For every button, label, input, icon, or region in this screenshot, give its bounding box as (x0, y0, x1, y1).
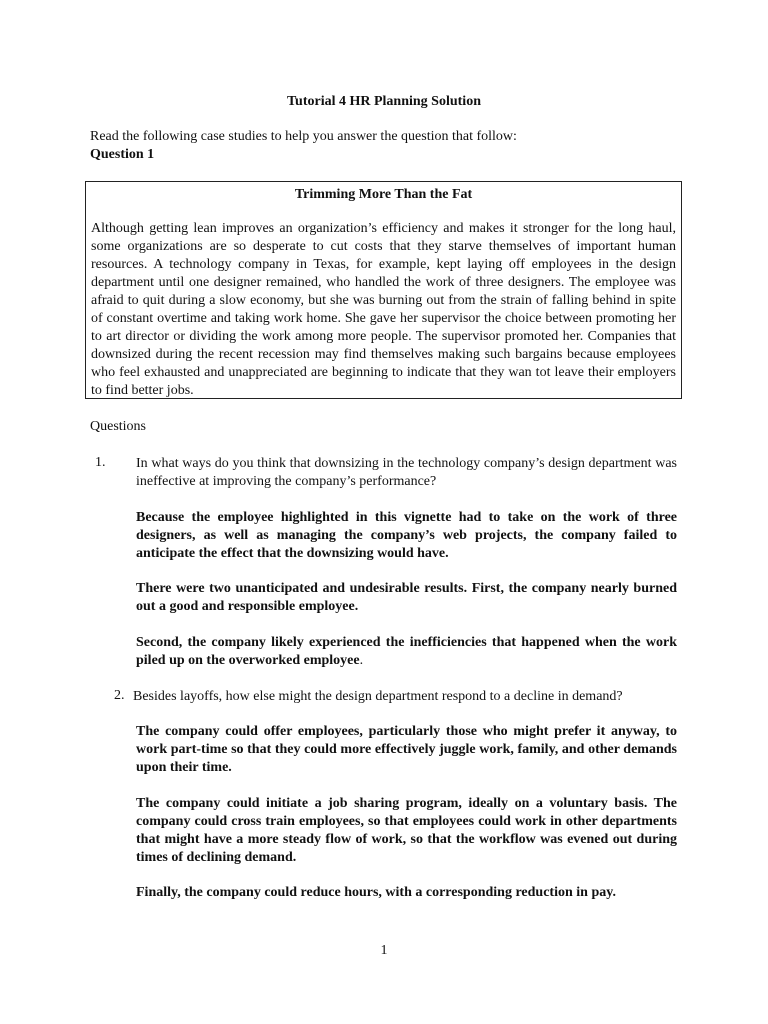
case-study-box (85, 181, 682, 399)
case-study-body: Although getting lean improves an organization’s efficiency and makes it stronger for the long haul, some organizations are so desperate to cut costs that they starve themselves of important human resources. A technology company in Texas, for example, kept laying off employees in the design department until one designer remained, who handled the work of three designers. The employee was afraid to quit during a slow economy, but she was burning out from the strain of falling behind in spite of constant overtime and taking work home. She gave her supervisor the choice between promoting her to art director or dividing the work among more people. The supervisor promoted her. Companies that downsized during the recent recession may find themselves making such bargains because employees who feel exhausted and unappreciated are beginning to indicate that they wan tot leave their employers to find better jobs. (91, 221, 676, 398)
question-2-text: Besides layoffs, how else might the design department respond to a decline in demand? (133, 689, 623, 704)
question-2-answer-2: The company could initiate a job sharing program, ideally on a voluntary basis. The company could cross train employees, so that employees could work in other departments that might have a more steady flow of work, so that the workflow was evened out during times of declining demand. (136, 796, 677, 865)
case-study-title: Trimming More Than the Fat (294, 187, 473, 202)
question-1-answer-2: There were two unanticipated and undesirable results. First, the company nearly burned out a good and responsible employee. (136, 581, 677, 614)
question-heading: Question 1 (90, 147, 155, 162)
question-2-number: 2. (114, 688, 125, 703)
question-1-answer-3-period: . (359, 653, 364, 668)
question-1-answer-3 (136, 634, 677, 670)
question-1-number: 1. (95, 455, 106, 470)
document-title: Tutorial 4 HR Planning Solution (287, 94, 481, 109)
intro-text: Read the following case studies to help you answer the question that follow: (90, 129, 517, 144)
question-2-answer-1: The company could offer employees, particularly those who might prefer it anyway, to work part-time so that they could more effectively juggle work, family, and other demands upon their time. (136, 724, 677, 775)
question-2-answer-3: Finally, the company could reduce hours, with a corresponding reduction in pay. (136, 885, 616, 900)
question-1-answer-3-text: Second, the company likely experienced the inefficiencies that happened when the work piled up on the overworked employee (136, 635, 677, 668)
question-1-text: In what ways do you think that downsizing in the technology company’s design department was ineffective at improving the company’s performance? (136, 456, 677, 489)
questions-label: Questions (90, 419, 146, 434)
page-number: 1 (380, 943, 388, 958)
question-1-answer-1: Because the employee highlighted in this vignette had to take on the work of three designers, as well as managing the company’s web projects, the company failed to anticipate the effect that the downsizing would have. (136, 510, 677, 561)
